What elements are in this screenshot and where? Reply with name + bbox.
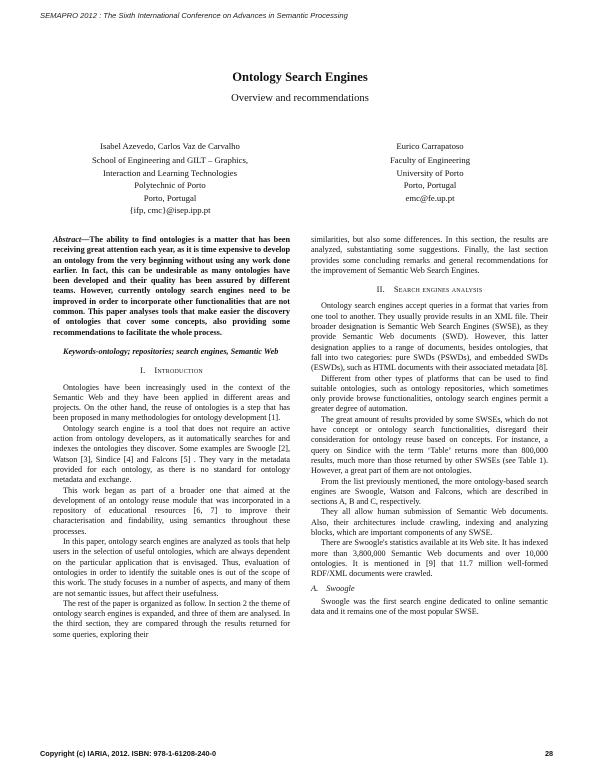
keywords: Keywords-ontology; repositories; search engines, Semantic Web (63, 346, 279, 356)
affiliation-line: School of Engineering and GILT – Graphics, (91, 155, 249, 166)
affiliation-line: University of Porto (396, 167, 464, 178)
paper-subtitle: Overview and recommendations (231, 93, 369, 104)
abstract-text: —The ability to find ontologies is a matter that has been receiving great attention each year, as it is time expensive to develop an ontology from the very beginning without using any work done earlier. In fact, this can be undesirable as many ontologies have been developed and their quality has been assured by different teams. However, currently ontology search engines need to be improved in order to incorporate other functionalities that are not common. This paper analyses tools that make easier the discovery of ontologies that cover some concepts, also providing some recommendations to facilitate the whole process. (53, 235, 290, 337)
paragraph: The rest of the paper is organized as follow. In section 2 the theme of ontology search engines is expanded, and three of them are analysed. In the third section, they are compared through the results returned for some queries, exploring their (53, 598, 290, 639)
author-email: {ifp, cmc}@isep.ipp.pt (129, 205, 211, 216)
author-block-right (312, 140, 548, 204)
paragraph: From the list previously mentioned, the more ontology-based search engines are Swoogle, Watson and Falcons, which are described in sections A, B and C, respectively. (311, 476, 548, 507)
paper-title: Ontology Search Engines (232, 70, 368, 84)
author-block-left (52, 140, 288, 216)
subsection-number: A. (311, 583, 319, 593)
conference-header: SEMAPRO 2012 : The Sixth International Conference on Advances in Semantic Processing (40, 11, 348, 20)
paragraph: The great amount of results provided by some SWSEs, which do not have concept or ontology search functionalities, disregard their consideration for ontology reuse based on concepts. For instance, a query on Sindice with the term ‘Table’ returns more than 800,000 results, much more than those returned by other SWSEs (see Table 1). However, a great part of them are not ontologies. (311, 414, 548, 476)
left-column (53, 235, 290, 640)
affiliation-line: Faculty of Engineering (389, 155, 471, 166)
footer-copyright: Copyright (c) IARIA, 2012. ISBN: 978-1-61208-240-0 (40, 749, 216, 758)
section-number: I. (140, 366, 146, 376)
paragraph: In this paper, ontology search engines are analyzed as tools that help users in the selection of useful ontologies, which are always dependent on the particular application that is envisaged. Thus, evaluation of ontologies in order to identify the suitable ones is out of the scope of this work. The study focuses in a number of aspects, and many of them are not semantic issues, but affect their usefulness. (53, 537, 290, 598)
affiliation-line: Interaction and Learning Technologies (102, 167, 238, 178)
paragraph: There are Swoogle's statistics available at its Web site. It has indexed more than 3,800,000 Semantic Web documents and over 10,000 ontologies. It is mentioned in [9] that 11.7 million well-formed RDF/XML documents were crawled. (311, 538, 548, 579)
section-number: II. (376, 285, 385, 295)
paragraph: They all allow human submission of Semantic Web documents. Also, their architectures include crawling, indexing and analyzing blocks, which are important components of any SWSE. (311, 507, 548, 538)
affiliation-line: Porto, Portugal (143, 192, 197, 203)
paragraph: Ontology search engine is a tool that does not require an active action from ontology developers, as it automatically searches for and indexes the ontologies they discover. Some examples are Swoogle [2], Watson [3], Sindice [4] and Falcons [5] . They vary in the metadata provided for each ontology, as there is no standard for ontology metadata and exchange. (53, 423, 290, 485)
author-email: emc@fe.up.pt (405, 192, 455, 203)
affiliation-line: Polytechnic of Porto (134, 180, 206, 191)
right-column (311, 235, 548, 617)
section-heading-search-engines-analysis (311, 285, 548, 295)
abstract (53, 235, 290, 338)
paragraph: Different from other types of platforms that can be used to find suitable ontologies, such as ontology repositories, which sometimes only provide browse functionalities, ontology search engines permit a greater degree of automation. (311, 373, 548, 414)
paragraph: Ontologies have been increasingly used in the context of the Semantic Web and they have been applied in different areas and projects. On the other hand, the reuse of ontologies is a step that has been proposed in many methodologies for ontology development [1]. (53, 382, 290, 423)
subsection-title: Swoogle (326, 583, 355, 593)
section-heading-introduction (53, 366, 290, 376)
author-name: Eurico Carrapatoso (396, 141, 464, 151)
paragraph: Swoogle was the first search engine dedicated to online semantic data and it remains one of the most popular SWSE. (311, 596, 548, 617)
section-title: Search engines analysis (393, 285, 483, 295)
affiliation-line: Porto, Portugal (403, 180, 457, 191)
subsection-heading-swoogle (311, 584, 548, 594)
paragraph: Ontology search engines accept queries in a format that varies from one tool to another. They usually provide results in an XML file. Their broader designation is Semantic Web Search Engines (SWSE), as they provide Semantic Web documents (SWD). However, this latter designation applies to a range of documents, besides ontologies, that fall into two categories: pure SWDs (PSWDs), and embedded SWDs (ESWDs), such as HTML documents with their associated metadata [8]. (311, 301, 548, 373)
page-number: 28 (545, 749, 554, 758)
abstract-lead: Abstract (53, 235, 82, 244)
section-title: Introduction (154, 366, 203, 376)
author-name: Isabel Azevedo, Carlos Vaz de Carvalho (100, 141, 240, 151)
paragraph: This work began as part of a broader one that aimed at the development of an ontology reuse module that was incorporated in a repository of educational resources [6, 7] to improve their characterisation and findability, using semantics throughout these processes. (53, 485, 290, 536)
paragraph: similarities, but also some differences. In this section, the results are analyzed, substantiating some suggestions. Finally, the last section provides some concluding remarks and general recommendations for the improvement of Semantic Web Search Engines. (311, 235, 548, 275)
